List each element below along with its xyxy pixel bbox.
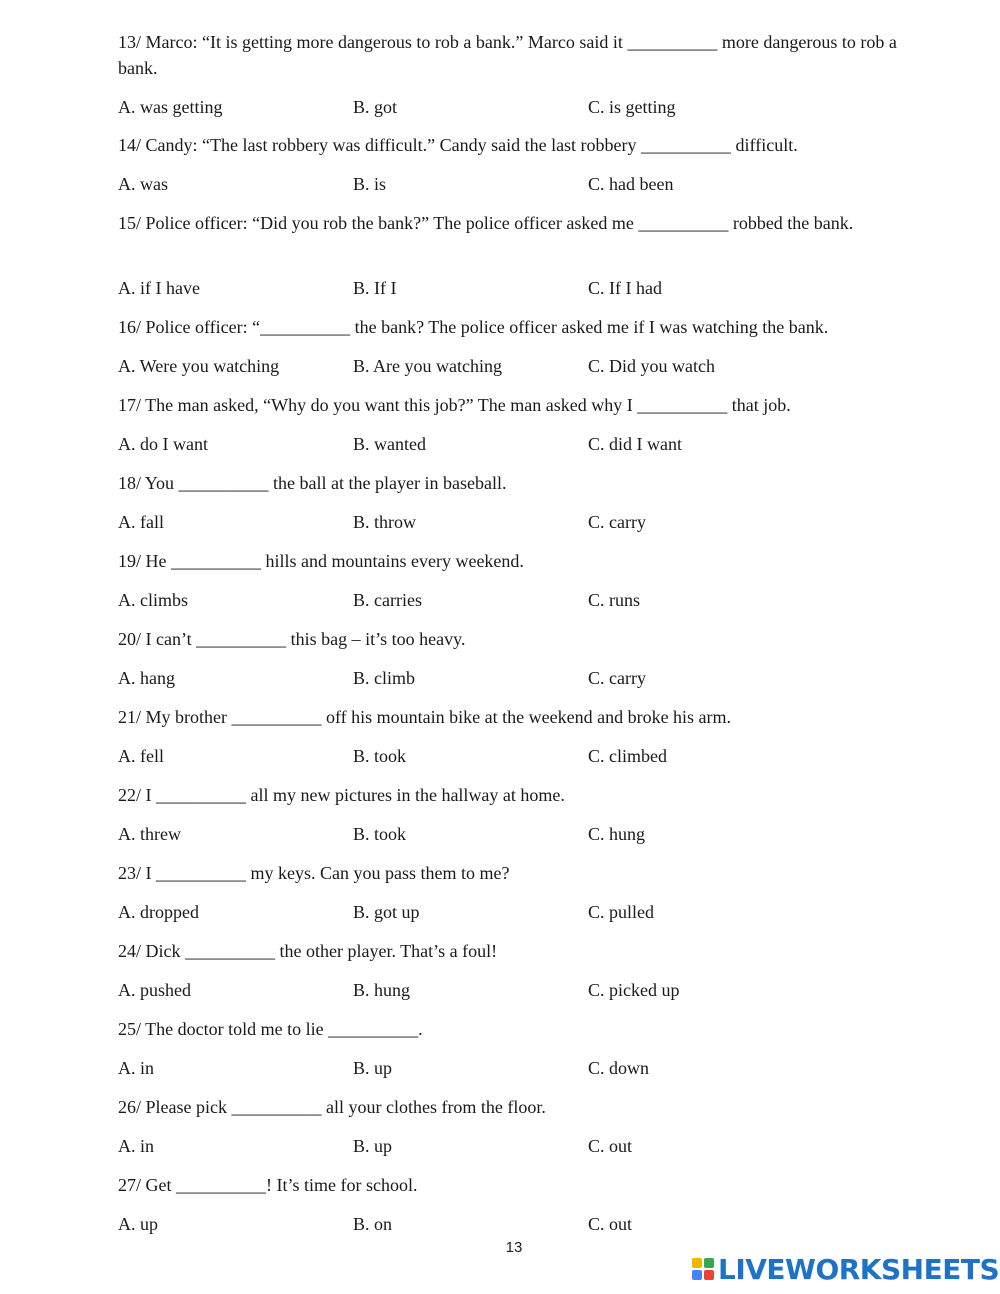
option-20-a: A. hang bbox=[118, 668, 175, 688]
question-22: 22/ I __________ all my new pictures in the hallway at home. bbox=[118, 785, 565, 805]
option-15-a: A. if I have bbox=[118, 278, 200, 298]
options-27 bbox=[118, 1211, 908, 1237]
question-25: 25/ The doctor told me to lie __________. bbox=[118, 1019, 423, 1039]
option-25-a: A. in bbox=[118, 1058, 154, 1078]
question-24: 24/ Dick __________ the other player. That’s a foul! bbox=[118, 941, 498, 961]
option-22-a: A. threw bbox=[118, 824, 181, 844]
options-21 bbox=[118, 743, 908, 769]
option-19-a: A. climbs bbox=[118, 590, 188, 610]
options-22 bbox=[118, 821, 908, 847]
option-13-a: A. was getting bbox=[118, 97, 223, 117]
question-16: 16/ Police officer: “__________ the bank? The police officer asked me if I was watching the bank. bbox=[118, 317, 829, 337]
option-20-c: C. carry bbox=[588, 668, 646, 688]
option-18-b: B. throw bbox=[353, 512, 416, 532]
option-24-a: A. pushed bbox=[118, 980, 191, 1000]
option-22-b: B. took bbox=[353, 824, 407, 844]
logo-wordmark: LIVEWORKSHEETS bbox=[718, 1252, 1000, 1286]
option-27-a: A. up bbox=[118, 1214, 158, 1234]
option-24-c: C. picked up bbox=[588, 980, 680, 1000]
option-19-b: B. carries bbox=[353, 590, 422, 610]
option-18-a: A. fall bbox=[118, 512, 164, 532]
option-25-c: C. down bbox=[588, 1058, 650, 1078]
option-15-c: C. If I had bbox=[588, 278, 662, 298]
question-19: 19/ He __________ hills and mountains every weekend. bbox=[118, 551, 524, 571]
option-26-a: A. in bbox=[118, 1136, 154, 1156]
question-17: 17/ The man asked, “Why do you want this job?” The man asked why I __________ that job. bbox=[118, 395, 791, 415]
option-16-a: A. Were you watching bbox=[118, 356, 280, 376]
option-14-a: A. was bbox=[118, 174, 168, 194]
option-14-c: C. had been bbox=[588, 174, 674, 194]
options-20 bbox=[118, 665, 908, 691]
option-21-c: C. climbed bbox=[588, 746, 667, 766]
logo-square-green bbox=[704, 1258, 714, 1268]
option-20-b: B. climb bbox=[353, 668, 415, 688]
option-17-a: A. do I want bbox=[118, 434, 208, 454]
options-14 bbox=[118, 171, 908, 197]
option-17-c: C. did I want bbox=[588, 434, 682, 454]
options-26 bbox=[118, 1133, 908, 1159]
option-27-c: C. out bbox=[588, 1214, 633, 1234]
options-13 bbox=[118, 94, 908, 120]
option-14-b: B. is bbox=[353, 174, 387, 194]
option-15-b: B. If I bbox=[353, 278, 397, 298]
option-21-a: A. fell bbox=[118, 746, 164, 766]
question-21: 21/ My brother __________ off his mountain bike at the weekend and broke his arm. bbox=[118, 707, 732, 727]
option-23-a: A. dropped bbox=[118, 902, 199, 922]
logo-square-yellow bbox=[692, 1258, 702, 1268]
options-23 bbox=[118, 899, 908, 925]
logo-square-blue bbox=[692, 1270, 702, 1280]
question-23: 23/ I __________ my keys. Can you pass them to me? bbox=[118, 863, 510, 883]
options-17 bbox=[118, 431, 908, 457]
options-18 bbox=[118, 509, 908, 535]
question-15: 15/ Police officer: “Did you rob the bank?” The police officer asked me __________ robbed the bank. bbox=[118, 213, 854, 233]
options-19 bbox=[118, 587, 908, 613]
option-24-b: B. hung bbox=[353, 980, 411, 1000]
page-number: 13 bbox=[505, 1239, 523, 1256]
option-23-b: B. got up bbox=[353, 902, 420, 922]
option-22-c: C. hung bbox=[588, 824, 646, 844]
option-26-b: B. up bbox=[353, 1136, 393, 1156]
logo-square-red bbox=[704, 1270, 714, 1280]
options-15 bbox=[118, 275, 908, 301]
option-21-b: B. took bbox=[353, 746, 407, 766]
question-20: 20/ I can’t __________ this bag – it’s too heavy. bbox=[118, 629, 466, 649]
question-13: 13/ Marco: “It is getting more dangerous to rob a bank.” Marco said it __________ more dangerous to rob a bank. bbox=[118, 32, 897, 78]
options-25 bbox=[118, 1055, 908, 1081]
question-14: 14/ Candy: “The last robbery was difficult.” Candy said the last robbery __________ difficult. bbox=[118, 135, 798, 155]
options-24 bbox=[118, 977, 908, 1003]
option-16-c: C. Did you watch bbox=[588, 356, 715, 376]
option-26-c: C. out bbox=[588, 1136, 633, 1156]
option-25-b: B. up bbox=[353, 1058, 393, 1078]
question-18: 18/ You __________ the ball at the player in baseball. bbox=[118, 473, 507, 493]
liveworksheets-logo[interactable] bbox=[692, 1252, 999, 1286]
liveworksheets-logo-icon bbox=[692, 1258, 714, 1280]
options-16 bbox=[118, 353, 908, 379]
option-23-c: C. pulled bbox=[588, 902, 654, 922]
option-19-c: C. runs bbox=[588, 590, 641, 610]
option-13-b: B. got bbox=[353, 97, 398, 117]
option-13-c: C. is getting bbox=[588, 97, 676, 117]
question-26: 26/ Please pick __________ all your clothes from the floor. bbox=[118, 1097, 546, 1117]
option-16-b: B. Are you watching bbox=[353, 356, 502, 376]
question-27: 27/ Get __________! It’s time for school. bbox=[118, 1175, 418, 1195]
option-17-b: B. wanted bbox=[353, 434, 426, 454]
option-27-b: B. on bbox=[353, 1214, 393, 1234]
option-18-c: C. carry bbox=[588, 512, 646, 532]
